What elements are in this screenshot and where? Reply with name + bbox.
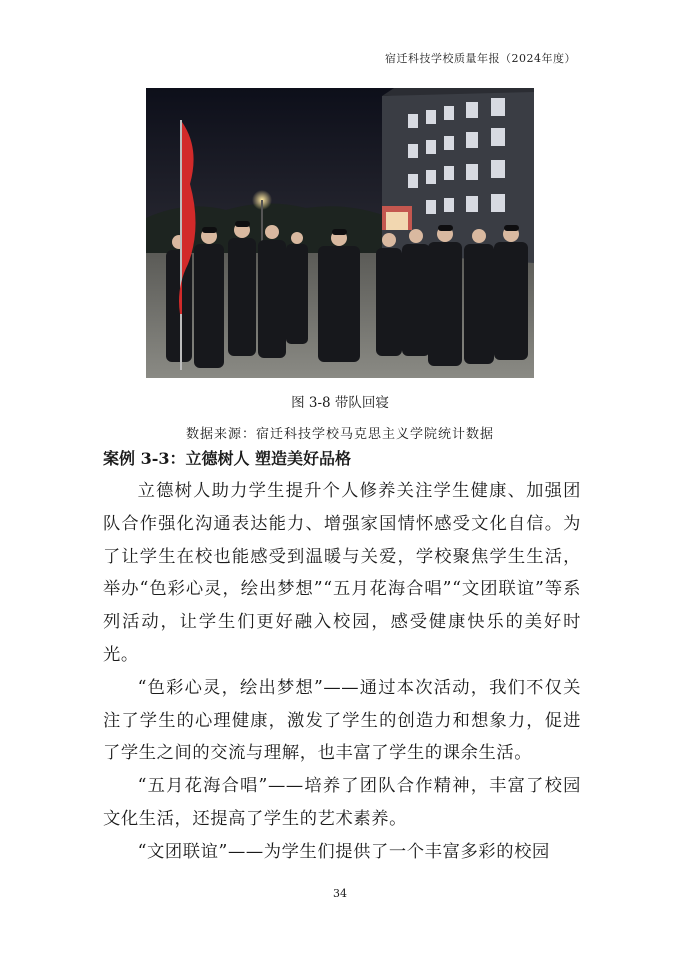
page-header: 宿迁科技学校质量年报（2024年度） — [385, 52, 576, 65]
figure-photo — [146, 88, 534, 378]
figure-caption: 图 3-8 带队回寝 — [291, 395, 389, 411]
body-text — [103, 475, 581, 869]
case-title: 案例 3-3：立德树人 塑造美好品格 — [103, 449, 352, 468]
page-number: 34 — [333, 887, 347, 900]
paragraph: “文团联谊”——为学生们提供了一个丰富多彩的校园 — [137, 841, 550, 862]
paragraph: 立德树人助力学生提升个人修养关注学生健康、加强团队合作强化沟通表达能力、增强家国情怀感受文化自信。为了让学生在校也能感受到温暖与关爱，学校聚焦学生生活，举办“色彩心灵，绘出梦想”“五月花海合唱”“文团联谊”等系列活动，让学生们更好融入校园，感受健康快乐的美好时光。 — [103, 481, 581, 665]
paragraph: “五月花海合唱”——培养了团队合作精神，丰富了校园文化生活，还提高了学生的艺术素养。 — [103, 776, 581, 829]
paragraph: “色彩心灵，绘出梦想”——通过本次活动，我们不仅关注了学生的心理健康，激发了学生的创造力和想象力，促进了学生之间的交流与理解，也丰富了学生的课余生活。 — [103, 677, 581, 764]
figure-source: 数据来源：宿迁科技学校马克思主义学院统计数据 — [185, 427, 494, 442]
